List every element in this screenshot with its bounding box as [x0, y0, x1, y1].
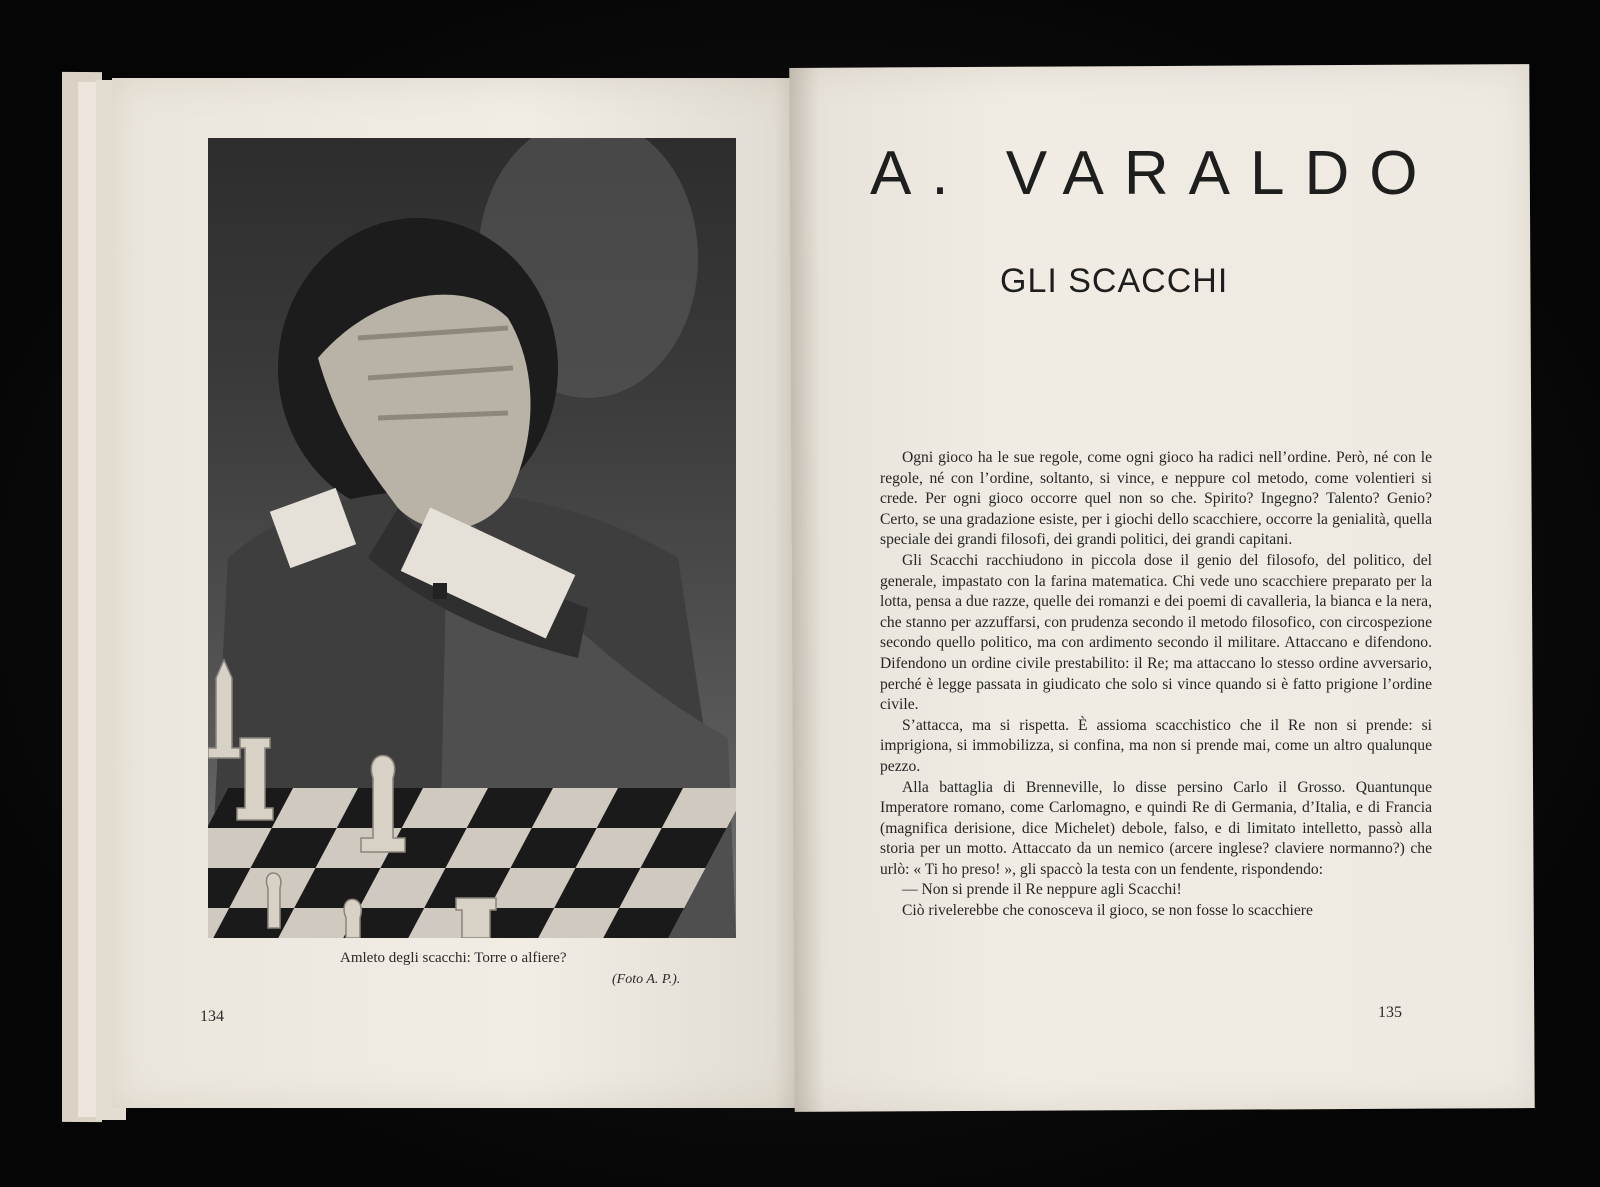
paragraph: Alla battaglia di Brenneville, lo disse persino Carlo il Grosso. Quantunque Imperatore romano, come Carlomagno, e quindi Re di Germania, d’Italia, e di Francia (magnifica derisione, dice Michelet) debole, falso, e di limitato intelletto, passò alla storia per un motto. Attaccato da un nemico (arcere inglese? claviere normanno?) che urlò: « Ti ho preso! », gli spaccò la testa con un fendente, rispondendo:	[880, 778, 1432, 878]
page-number-right: 135	[1378, 1004, 1402, 1021]
chapter-title: GLI SCACCHI	[1000, 262, 1229, 300]
paragraph: S’attacca, ma si rispetta. È assioma scacchistico che il Re non si prende: si imprigiona, si immobilizza, si confina, ma non si prende mai, come un altro qualunque pezzo.	[880, 716, 1432, 775]
paragraph: — Non si prende il Re neppure agli Scacchi!	[902, 881, 1182, 899]
page-number-left: 134	[200, 1008, 224, 1025]
paragraph: Gli Scacchi racchiudono in piccola dose il genio del filosofo, del politico, del generale, impastato con la farina matematica. Chi vede uno scacchiere preparato per la lotta, pensa a due razze, quelle dei romanzi e dei poemi di cavalleria, la bianca e la nera, che stanno per azzuffarsi, con prudenza secondo il metodo filosofico, con circospezione secondo quello politico, ma con ardimento secondo il militare. Attaccano e difendono. Difendono un ordine civile prestabilito: il Re; ma attaccano lo stesso ordine avversario, perché è legge passata in giudicato che solo si vince quando si è fatto prigione l’ordine civile.	[880, 551, 1432, 714]
photo-credit: (Foto A. P.).	[612, 972, 681, 987]
paragraph: Ciò rivelerebbe che conosceva il gioco, se non fosse lo scacchiere	[902, 902, 1313, 920]
photo-caption: Amleto degli scacchi: Torre o alfiere?	[340, 950, 567, 966]
author-name: A. VARALDO	[870, 139, 1438, 208]
photo-illustration	[208, 138, 736, 938]
body-text	[880, 448, 1432, 922]
chess-player-photo	[208, 138, 736, 938]
paragraph: Ogni gioco ha le sue regole, come ogni gioco ha radici nell’ordine. Però, né con le regole, né con l’ordine, soltanto, si vince, e neppure col metodo, come volentieri si crede. Per ogni gioco occorre quel non so che. Spirito? Ingegno? Talento? Genio? Certo, se una gradazione esiste, per i giochi dello scacchiere, occorre la genialità, quella speciale dei grandi filosofi, dei grandi politici, dei grandi capitani.	[880, 449, 1432, 549]
